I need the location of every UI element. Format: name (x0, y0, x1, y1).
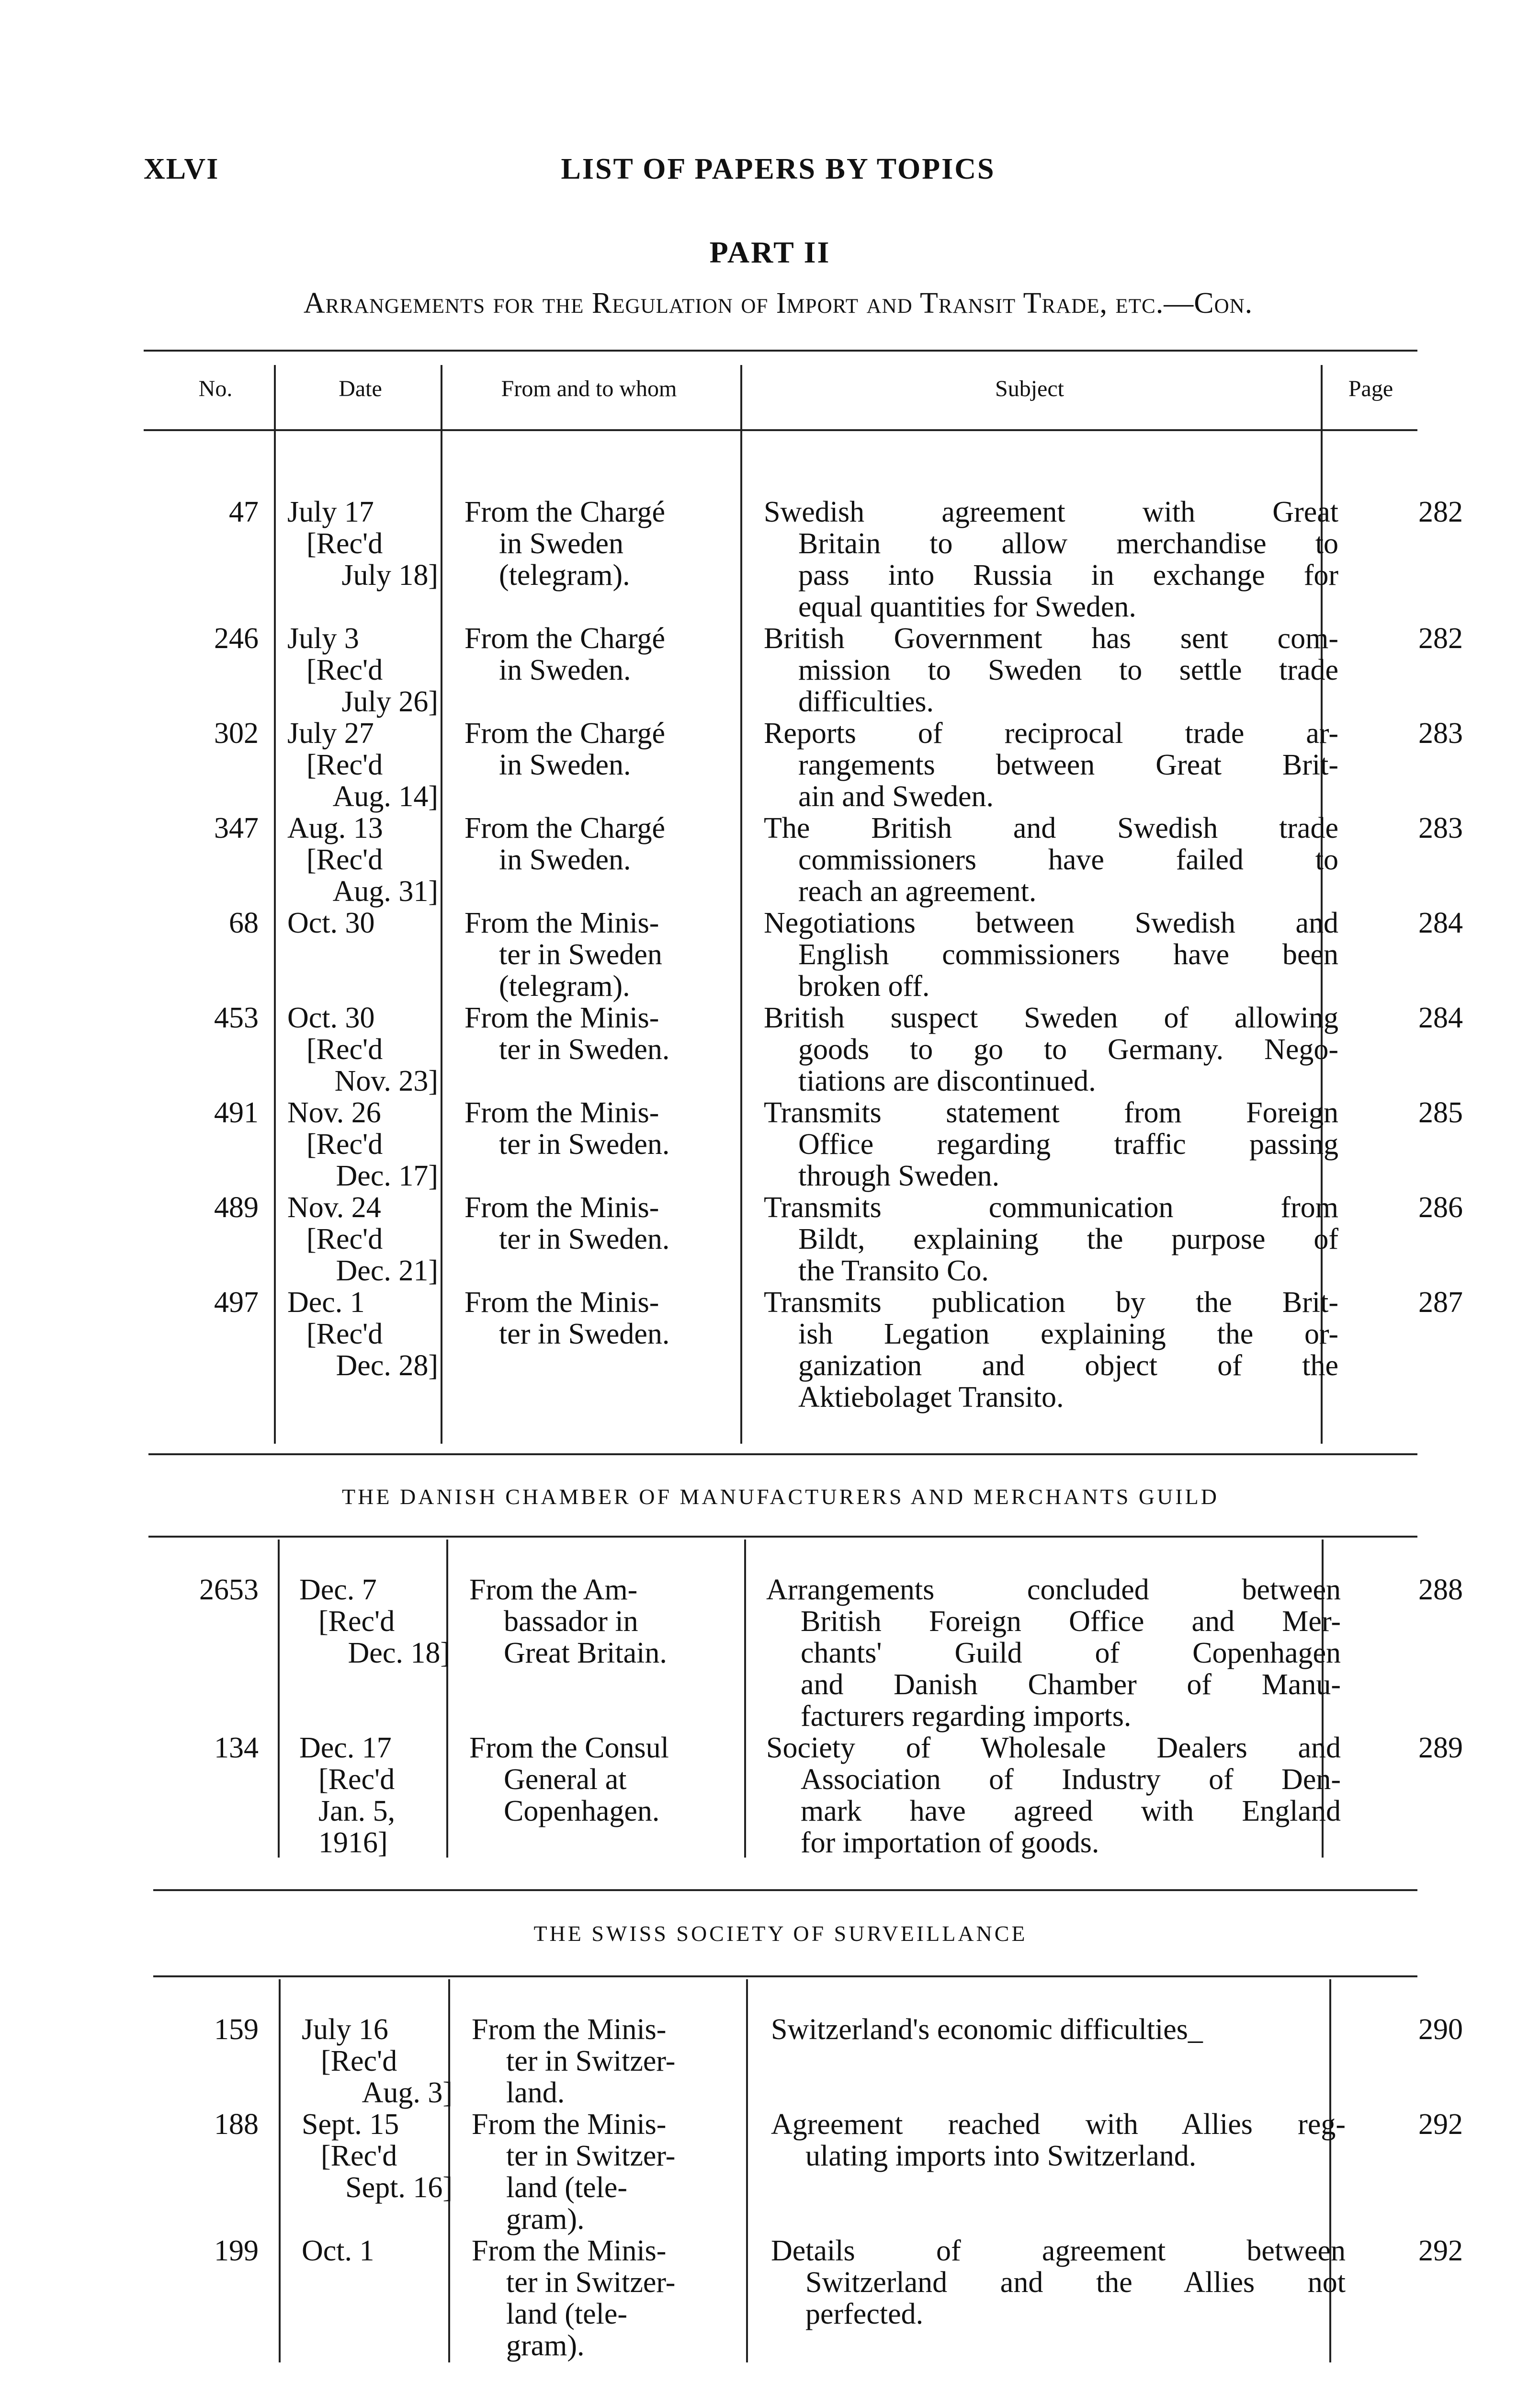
section-rule (148, 1536, 1417, 1538)
cell-subject: Arrangements concluded between British Foreign Office and Mer- chants' Guild of Copenhagen and Danish Chamber of Manu- facturers regarding imports. (766, 1574, 1341, 1733)
cell-no: 159 (214, 2013, 259, 2046)
cell-page: 284 (1418, 1002, 1463, 1034)
cell-subject: Transmits statement from Foreign Office regarding traffic passing through Sweden. (764, 1096, 1338, 1192)
cell-from: From the Chargé in Sweden. (464, 622, 666, 686)
cell-date: Oct. 30 (287, 907, 375, 939)
cell-page: 292 (1418, 2235, 1463, 2267)
cell-page: 285 (1418, 1096, 1463, 1129)
cell-subject: British suspect Sweden of allowing goods to go to Germany. Nego- tiations are discontinued. (764, 1002, 1338, 1097)
cell-from: From the Minis- ter in Switzer- land. (472, 2013, 676, 2109)
cell-subject: Switzerland's economic difficulties_ (771, 2013, 1203, 2046)
cell-no: 188 (214, 2108, 259, 2141)
cell-from: From the Minis- ter in Sweden. (464, 1096, 670, 1161)
table-header-rule (144, 429, 1417, 431)
cell-from: From the Minis- ter in Sweden. (464, 1002, 670, 1066)
cell-page: 283 (1418, 717, 1463, 750)
column-header-no: No. (198, 376, 233, 401)
cell-page: 282 (1418, 496, 1463, 528)
cell-from: From the Am- bassador in Great Britain. (469, 1574, 667, 1669)
column-header-from: From and to whom (501, 376, 677, 401)
cell-from: From the Minis- ter in Switzer- land (tele- gram). (472, 2108, 676, 2235)
section-heading-danish: THE DANISH CHAMBER OF MANUFACTURERS AND MERCHANTS GUILD (342, 1484, 1219, 1509)
cell-no: 246 (214, 622, 259, 655)
cell-date: Nov. 26 [Rec'd Dec. 17] (287, 1096, 438, 1192)
cell-from: From the Minis- ter in Sweden. (464, 1286, 670, 1350)
cell-no: 47 (229, 496, 259, 528)
cell-page: 282 (1418, 622, 1463, 655)
cell-subject: Society of Wholesale Dealers and Association of Industry of Den- mark have agreed with England for importation of goods. (766, 1732, 1341, 1859)
cell-date: Sept. 15 [Rec'd Sept. 16] (302, 2108, 453, 2204)
cell-subject: Swedish agreement with Great Britain to allow merchandise to pass into Russia in exchange for equal quantities for Sweden. (764, 496, 1338, 623)
cell-page: 287 (1418, 1286, 1463, 1319)
cell-date: July 16 [Rec'd Aug. 3] (302, 2013, 453, 2109)
cell-no: 497 (214, 1286, 259, 1319)
cell-from: From the Chargé in Sweden (telegram). (464, 496, 666, 592)
cell-no: 453 (214, 1002, 259, 1034)
cell-page: 288 (1418, 1574, 1463, 1606)
column-divider (274, 365, 276, 1444)
running-head (144, 152, 1413, 195)
cell-subject: Negotiations between Swedish and English commissioners have been broken off. (764, 907, 1338, 1003)
cell-date: Dec. 17 [Rec'd Jan. 5, 1916] (299, 1732, 396, 1859)
section-rule (153, 1975, 1417, 1977)
cell-no: 199 (214, 2235, 259, 2267)
cell-from: From the Minis- ter in Sweden (telegram). (464, 907, 662, 1003)
cell-subject: Reports of reciprocal trade ar- rangements between Great Brit- ain and Sweden. (764, 717, 1338, 813)
cell-from: From the Chargé in Sweden. (464, 812, 666, 876)
cell-date: Aug. 13 [Rec'd Aug. 31] (287, 812, 438, 908)
cell-page: 284 (1418, 907, 1463, 939)
cell-no: 302 (214, 717, 259, 750)
cell-date: July 17 [Rec'd July 18] (287, 496, 438, 592)
cell-from: From the Chargé in Sweden. (464, 717, 666, 781)
cell-subject: Transmits publication by the Brit- ish Legation explaining the or- ganization and object of the Aktiebolaget Transito. (764, 1286, 1338, 1414)
cell-page: 283 (1418, 812, 1463, 844)
cell-date: Oct. 30 [Rec'd Nov. 23] (287, 1002, 438, 1097)
section-title: Arrangements for the Regulation of Import and Transit Trade, etc.—Con. (303, 287, 1253, 319)
cell-no: 347 (214, 812, 259, 844)
cell-date: Dec. 7 [Rec'd Dec. 18] (299, 1574, 450, 1669)
cell-no: 2653 (199, 1574, 259, 1606)
cell-date: Dec. 1 [Rec'd Dec. 28] (287, 1286, 438, 1382)
cell-page: 292 (1418, 2108, 1463, 2141)
cell-date: July 27 [Rec'd Aug. 14] (287, 717, 438, 813)
cell-subject: Agreement reached with Allies reg- ulating imports into Switzerland. (771, 2108, 1346, 2172)
cell-subject: The British and Swedish trade commissioners have failed to reach an agreement. (764, 812, 1338, 908)
cell-page: 289 (1418, 1732, 1463, 1764)
cell-page: 286 (1418, 1191, 1463, 1224)
cell-from: From the Consul General at Copenhagen. (469, 1732, 669, 1827)
column-divider (441, 365, 442, 1444)
column-divider (279, 1979, 281, 2362)
cell-date: Nov. 24 [Rec'd Dec. 21] (287, 1191, 438, 1287)
column-header-subject: Subject (995, 376, 1064, 401)
cell-date: Oct. 1 (302, 2235, 374, 2267)
running-title: LIST OF PAPERS BY TOPICS (561, 153, 996, 185)
cell-no: 489 (214, 1191, 259, 1224)
column-header-date: Date (339, 376, 382, 401)
cell-no: 491 (214, 1096, 259, 1129)
cell-no: 68 (229, 907, 259, 939)
section-heading-swiss: THE SWISS SOCIETY OF SURVEILLANCE (533, 1921, 1028, 1946)
cell-subject: British Government has sent com- mission to Sweden to settle trade difficulties. (764, 622, 1338, 718)
section-rule (148, 1453, 1417, 1455)
table-top-rule (144, 350, 1417, 352)
cell-from: From the Minis- ter in Sweden. (464, 1191, 670, 1255)
page-folio: XLVI (144, 153, 219, 185)
section-rule (153, 1889, 1417, 1891)
cell-from: From the Minis- ter in Switzer- land (tele- gram). (472, 2235, 676, 2362)
cell-subject: Transmits communication from Bildt, explaining the purpose of the Transito Co. (764, 1191, 1338, 1287)
cell-subject: Details of agreement between Switzerland and the Allies not perfected. (771, 2235, 1346, 2330)
column-divider (278, 1540, 280, 1858)
cell-no: 134 (214, 1732, 259, 1764)
column-header-page: Page (1348, 376, 1393, 401)
cell-page: 290 (1418, 2013, 1463, 2046)
cell-date: July 3 [Rec'd July 26] (287, 622, 438, 718)
part-title: PART II (709, 235, 831, 269)
